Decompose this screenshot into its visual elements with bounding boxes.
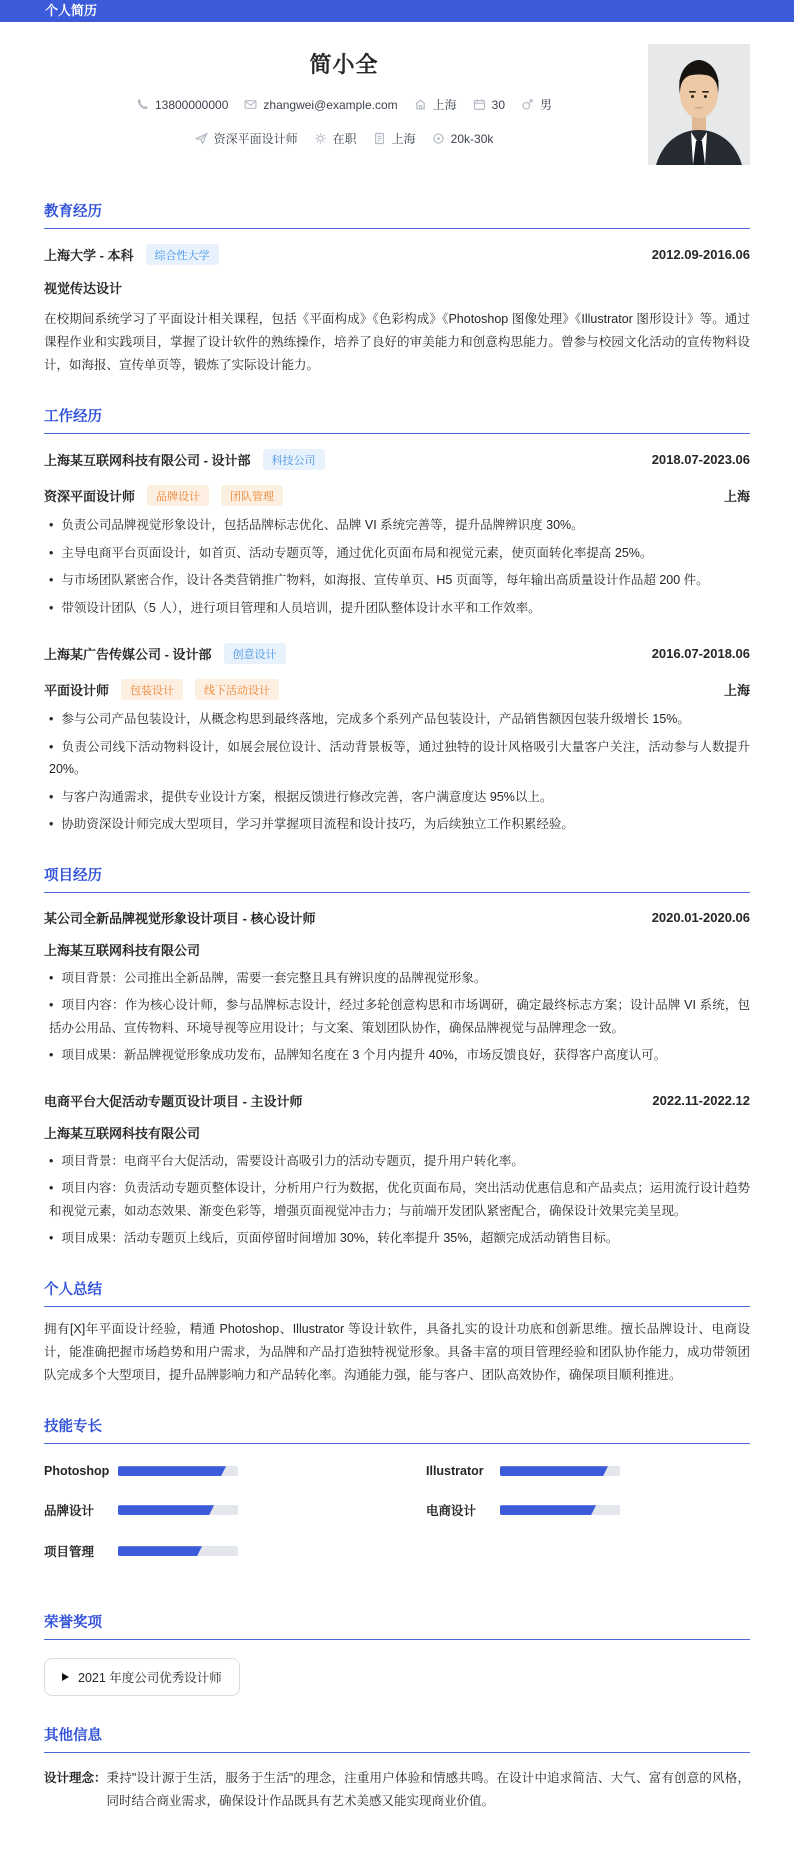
skill-bar [118,1466,238,1476]
skill-fill [500,1505,596,1515]
summary-title: 个人总结 [44,1278,750,1307]
skill-bar [118,1505,238,1515]
skill-bar [500,1466,620,1476]
list-item: • 项目内容：负责活动专题页整体设计，分析用户行为数据，优化页面布局，突出活动优惠信息和产品卖点；运用流行设计趋势和视觉元素，如动态效果、渐变色彩等，增强页面视觉冲击力；与前端开发团队紧密配合，确保设计效果完美呈现。 [49,1181,750,1218]
work-location: 上海 [723,489,750,505]
skill-fill [118,1505,214,1515]
bullet-dot: • [49,600,54,615]
list-item: • 项目成果：活动专题页上线后，页面停留时间增加 30%，转化率提升 35%，超额完成活动销售目标。 [49,1231,619,1246]
project-entry-2 [44,1091,750,1250]
section-work [44,405,750,836]
list-item: • 项目成果：新品牌视觉形象成功发布，品牌知名度在 3 个月内提升 40%，市场反馈良好，获得客户高度认可。 [49,1048,667,1063]
salary-item [432,132,494,146]
work-entry-2 [44,643,750,836]
role-name: 资深平面设计师 [44,489,136,505]
school-name: 上海大学 - 本科 [44,248,134,263]
gear-icon [314,132,327,145]
section-education [44,200,750,377]
bullet-dot: • [49,1153,54,1168]
skill-project-management: 项目管理 [44,1542,368,1560]
phone-item [136,98,228,112]
honors-title: 荣誉奖项 [44,1611,750,1640]
job-status-value: 在职 [332,132,357,146]
education-date: 2012.09-2016.06 [651,247,750,262]
bullet-dot: • [49,817,54,832]
job-intention-value: 资深平面设计师 [213,132,298,146]
skill-fill [500,1466,608,1476]
phone-value: 13800000000 [154,97,229,112]
age-item [473,98,505,112]
bullet-dot: • [49,1181,54,1196]
age-value: 30 [491,97,506,112]
triangle-right-icon [62,1673,69,1681]
section-honors [44,1611,750,1696]
page-title: 个人简历 [45,3,98,18]
bullet-dot: • [49,573,54,588]
honor-item[interactable] [44,1658,240,1696]
education-entry-head [44,244,750,265]
document-icon [373,132,386,145]
company-tag: 科技公司 [263,449,325,470]
role-tag: 包装设计 [121,679,183,700]
design-philosophy-text: 秉持"设计源于生活，服务于生活"的理念，注重用户体验和情感共鸣。在设计中追求简洁、大气、富有创意的风格，同时结合商业需求，确保设计作品既具有艺术美感又能实现商业价值。 [106,1771,750,1809]
skill-ecommerce-design: 电商设计 [426,1501,750,1519]
role-tag: 团队管理 [221,485,283,506]
list-item: • 负责公司品牌视觉形象设计，包括品牌标志优化、品牌 VI 系统完善等，提升品牌辨识度 30%。 [49,518,584,533]
work-bullets [44,514,750,619]
education-description: 在校期间系统学习了平面设计相关课程，包括《平面构成》《色彩构成》《Photoshop 图像处理》《Illustrator 图形设计》等。通过课程作业和实践项目，掌握了设计软件的熟练操作，培养了良好的审美能力和创意构思能力。曾参与校园文化活动的宣传物料设计，如海报、宣传单页等，锻炼了实际设计能力。 [44,312,750,373]
target-icon [432,132,445,145]
city-value: 上海 [432,98,457,112]
work-title: 工作经历 [44,405,750,434]
education-title: 教育经历 [44,200,750,229]
project-name: 电商平台大促活动专题页设计项目 - 主设计师 [44,1093,303,1109]
work-role-row [44,679,750,700]
project-company: 上海某互联网科技有限公司 [44,942,201,958]
list-item: • 带领设计团队（5 人），进行项目管理和人员培训，提升团队整体设计水平和工作效率。 [49,600,541,615]
bullet-dot: • [49,1231,54,1246]
skill-bar [118,1546,238,1556]
list-item: • 项目背景：电商平台大促活动，需要设计高吸引力的活动专题页，提升用户转化率。 [49,1153,524,1168]
skill-illustrator: Illustrator [426,1464,750,1478]
role-tag: 线下活动设计 [195,679,279,700]
role-tag: 品牌设计 [147,485,209,506]
bullet-dot: • [49,712,54,727]
company-name: 上海某互联网科技有限公司 - 设计部 [44,453,251,469]
honor-label: 2021 年度公司优秀设计师 [78,1671,222,1686]
project-date: 2022.11-2022.12 [652,1092,750,1108]
list-item: • 负责公司线下活动物料设计，如展会展位设计、活动背景板等，通过独特的设计风格吸引大量客户关注，活动参与人数提升 20%。 [49,739,750,777]
project-date: 2020.01-2020.06 [651,909,750,925]
header-left [44,48,644,147]
design-philosophy-row [44,1767,750,1813]
job-status-item [314,130,357,147]
project-bullets [44,1150,750,1250]
resume-header [44,22,750,172]
resume-page [0,22,794,1854]
contact-row-1 [44,96,644,113]
paper-plane-icon [195,132,208,145]
work-entry-head [44,643,750,664]
work-entry-head [44,449,750,470]
section-other [44,1724,750,1813]
bullet-dot: • [49,518,54,533]
calendar-icon [473,98,486,111]
top-title-bar [0,0,794,22]
home-icon [414,98,427,111]
intended-city-item [373,130,416,147]
work-date: 2018.07-2023.06 [651,452,750,468]
gender-value: 男 [540,98,553,112]
city-item [414,96,457,113]
section-skills [44,1415,750,1583]
list-item: • 参与公司产品包装设计，从概念构思到最终落地，完成多个系列产品包装设计，产品销售额因包装升级增长 15%。 [49,712,690,727]
work-date: 2016.07-2018.06 [651,646,750,662]
skill-brand-design: 品牌设计 [44,1501,368,1519]
work-location: 上海 [723,683,750,699]
email-value: zhangwei@example.com [263,97,398,112]
project-name: 某公司全新品牌视觉形象设计项目 - 核心设计师 [44,910,316,926]
section-projects [44,864,750,1250]
list-item: • 与客户沟通需求，提供专业设计方案，根据反馈进行修改完善，客户满意度达 95%以上。 [49,789,553,804]
project-company: 上海某互联网科技有限公司 [44,1125,201,1141]
bullet-dot: • [49,789,54,804]
candidate-name: 简小全 [309,52,379,77]
work-role-row [44,485,750,506]
profile-photo [648,44,750,165]
company-tag: 创意设计 [224,643,286,664]
bullet-dot: • [49,545,54,560]
list-item: • 与市场团队紧密合作，设计各类营销推广物料，如海报、宣传单页、H5 页面等，每年输出高质量设计作品超 200 件。 [49,573,709,588]
intended-city-value: 上海 [391,132,416,146]
bullet-dot: • [49,998,54,1013]
skill-fill [118,1546,202,1556]
skill-bar [500,1505,620,1515]
list-item: • 协助资深设计师完成大型项目，学习并掌握项目流程和设计技巧，为后续独立工作积累经验。 [49,817,574,832]
gender-item [521,96,552,113]
list-item: • 项目背景：公司推出全新品牌，需要一套完整且具有辨识度的品牌视觉形象。 [49,970,487,985]
company-name: 上海某广告传媒公司 - 设计部 [44,647,212,663]
phone-icon [136,98,149,111]
project-entry-head [44,908,750,927]
job-intention-item [195,130,298,147]
role-name: 平面设计师 [44,683,110,699]
contact-row-2 [44,130,644,147]
project-entry-head [44,1091,750,1110]
list-item: • 项目内容：作为核心设计师，参与品牌标志设计，经过多轮创意构思和市场调研，确定最终标志方案；设计品牌 VI 系统，包括办公用品、宣传物料、环境导视等应用设计；与文案、策划团队协作，确保品牌视觉与品牌理念一致。 [49,998,750,1035]
list-item: • 主导电商平台页面设计，如首页、活动专题页等，通过优化页面布局和视觉元素，使页面转化率提高 25%。 [49,545,653,560]
bullet-dot: • [49,970,54,985]
skill-photoshop: Photoshop [44,1464,368,1478]
work-entry-1 [44,449,750,619]
bullet-dot: • [49,1048,54,1063]
bullet-dot: • [49,739,54,754]
projects-title: 项目经历 [44,864,750,893]
salary-value: 20k-30k [450,131,494,146]
work-bullets [44,708,750,836]
email-item [244,98,397,112]
other-title: 其他信息 [44,1724,750,1753]
major-name: 视觉传达设计 [44,281,123,296]
skills-grid [44,1464,750,1583]
summary-text: 拥有[X]年平面设计经验，精通 Photoshop、Illustrator 等设计软件，具备扎实的设计功底和创新思维。擅长品牌设计、电商设计，能准确把握市场趋势和用户需求，为品牌和产品打造独特视觉形象。具备丰富的项目管理经验和团队协作能力，成功带领团队完成多个大型项目，提升品牌影响力和产品转化率。沟通能力强，能与客户、团队高效协作，确保项目顺利推进。 [44,1321,750,1383]
design-philosophy-label: 设计理念： [44,1771,107,1786]
project-entry-1 [44,908,750,1067]
email-icon [244,98,257,111]
gender-icon [521,98,534,111]
skill-fill [118,1466,226,1476]
skills-title: 技能专长 [44,1415,750,1444]
school-tag: 综合性大学 [146,244,219,265]
section-summary [44,1278,750,1387]
project-bullets [44,967,750,1067]
